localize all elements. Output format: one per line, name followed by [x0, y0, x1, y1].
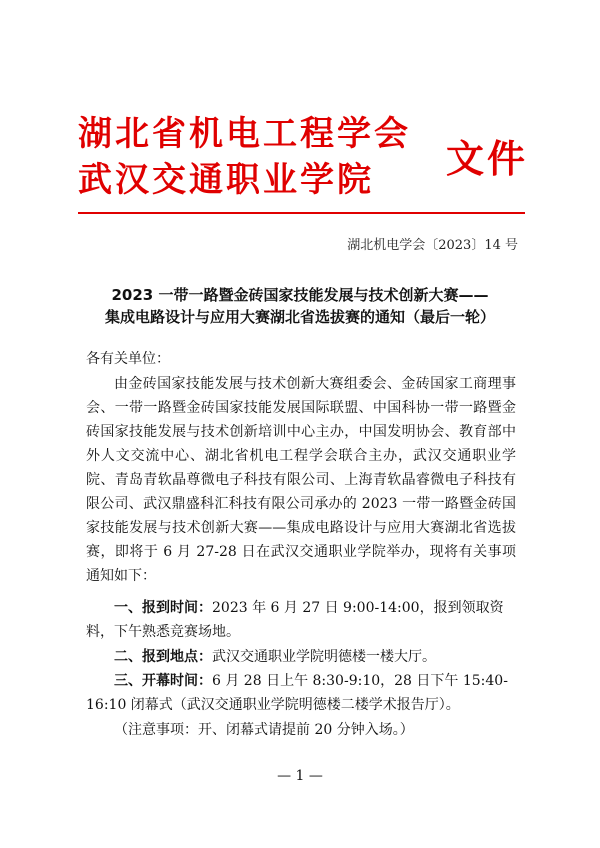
- red-divider: [78, 212, 525, 214]
- item-label: 二、报到地点：: [114, 649, 212, 665]
- item-text: 武汉交通职业学院明德楼一楼大厅。: [212, 649, 436, 665]
- item-label: 一、报到时间：: [114, 600, 212, 616]
- item-text: 6 月 28 日上午 8:30-9:10，28 日下午 15:40-16:10 闭幕式（武汉交通职业学院明德楼二楼学术报告厅）。: [86, 673, 508, 713]
- item-opening-time: [86, 669, 518, 717]
- body-paragraph-1: 由金砖国家技能发展与技术创新大赛组委会、金砖国家工商理事会、一带一路暨金砖国家技能发展国际联盟、中国科协一带一路暨金砖国家技能发展与技术创新培训中心主办，中国发明协会、教育部中外人文交流中心、湖北省机电工程学会联合主办，武汉交通职业学院、青岛青软晶尊微电子科技有限公司、上海青软晶睿微电子科技有限公司、武汉鼎盛科汇科技有限公司承办的 2023 一带一路暨金砖国家技能发展与技术创新大赛——集成电路设计与应用大赛湖北省选拔赛，即将于 6 月 27-28 日在武汉交通职业学院举办，现将有关事项通知如下：: [86, 376, 516, 584]
- header-doc-type: 文件: [446, 137, 529, 181]
- title-line-1: 2023 一带一路暨金砖国家技能发展与技术创新大赛——: [111, 286, 489, 304]
- item-label: 三、开幕时间：: [114, 673, 212, 689]
- page-number: — 1 —: [277, 768, 323, 784]
- title-line-2: 集成电路设计与应用大赛湖北省选拔赛的通知（最后一轮）: [104, 308, 495, 326]
- header-org-1: 湖北省机电工程学会: [78, 114, 411, 154]
- header-org-2: 武汉交通职业学院: [78, 160, 374, 200]
- document-number: 湖北机电学会〔2023〕14 号: [347, 238, 518, 253]
- note: （注意事项：开、闭幕式请提前 20 分钟入场。）: [114, 722, 414, 738]
- salutation: 各有关单位：: [86, 351, 170, 367]
- item-text: 2023 年 6 月 27 日 9:00-14:00，报到领取资料，下午熟悉竞赛场地。: [86, 600, 504, 640]
- item-report-location: [86, 645, 518, 669]
- item-report-time: [86, 596, 518, 644]
